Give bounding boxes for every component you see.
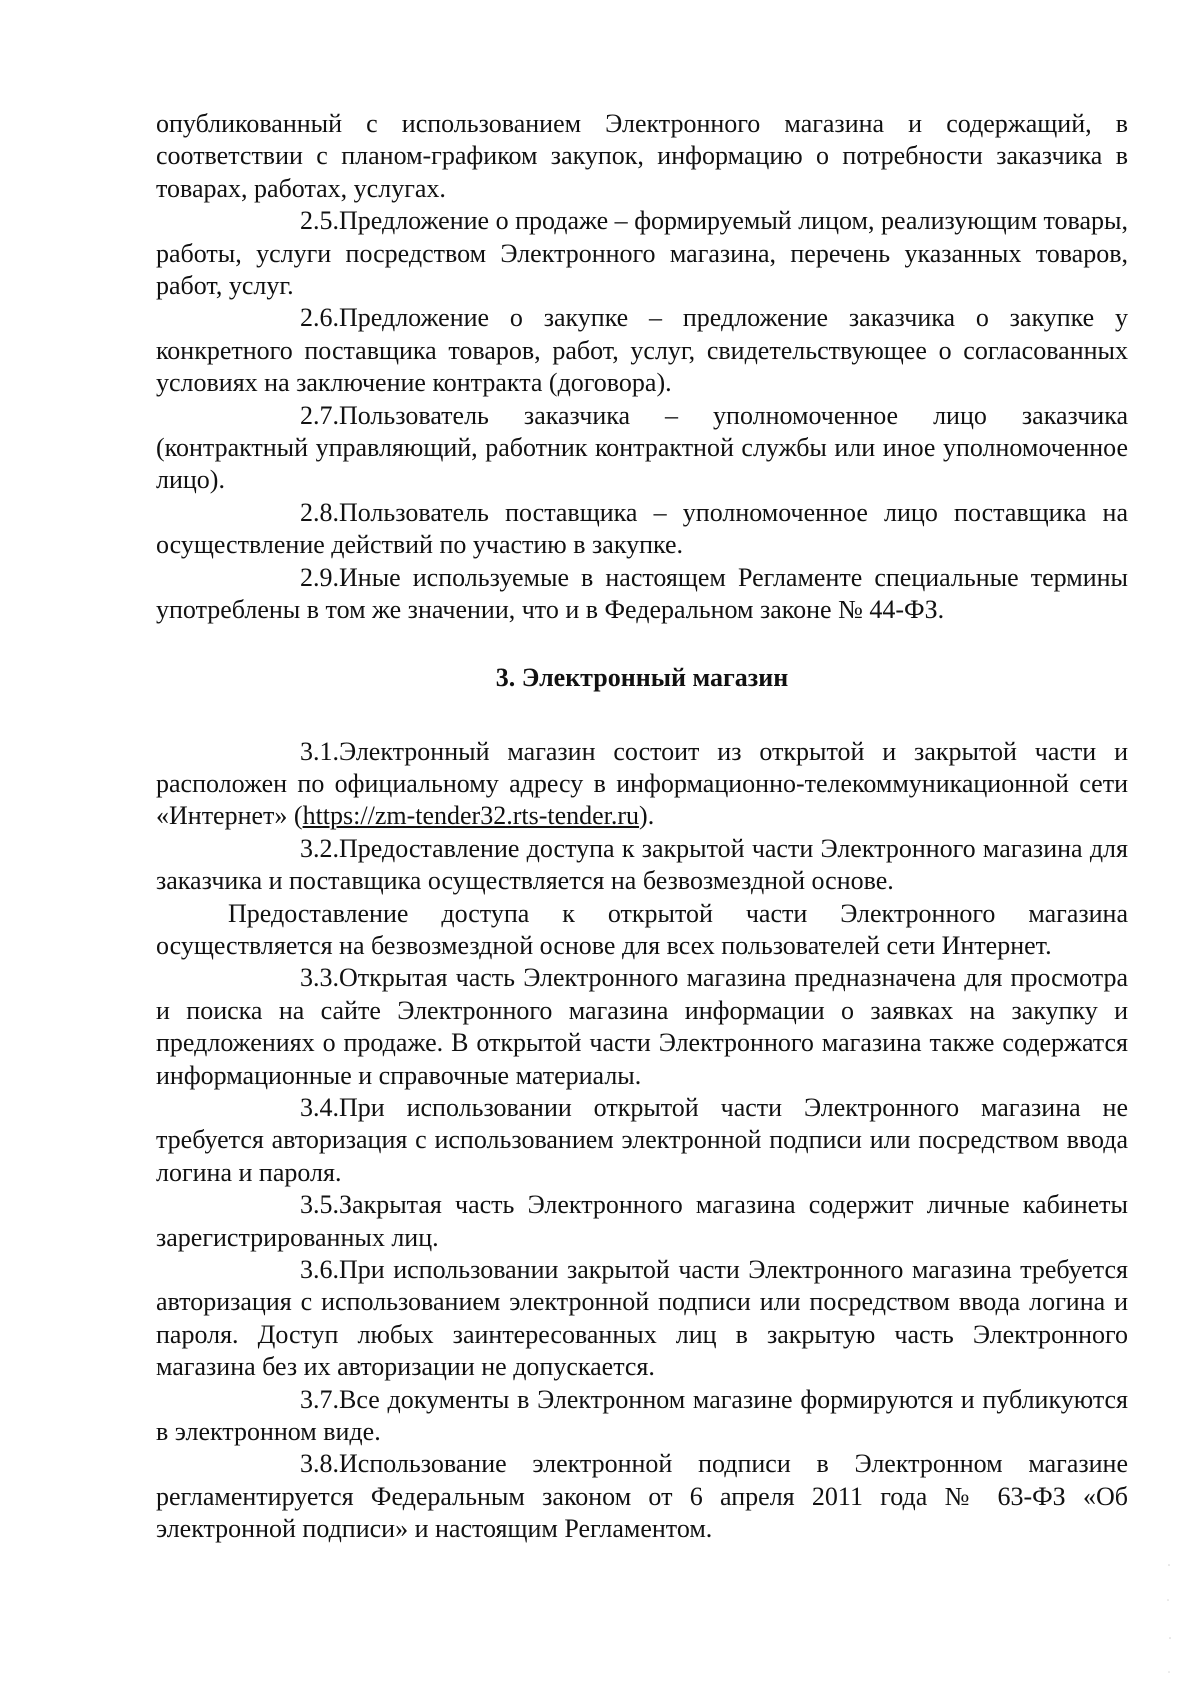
clause-text: При использовании открытой части Электронного магазина не требуется авторизация с использованием электронной подписи или посредством ввода логина и пароля. bbox=[156, 1092, 1128, 1187]
clause-number: 2.8. bbox=[300, 497, 339, 527]
clause-text: Иные используемые в настоящем Регламенте специальные термины употреблены в том же значении, что и в Федеральном законе № 44-ФЗ. bbox=[156, 562, 1128, 625]
clause-3-3 bbox=[156, 962, 1128, 1092]
clause-number: 3.2. bbox=[300, 833, 339, 863]
clause-number: 3.3. bbox=[300, 963, 339, 993]
section-3-heading: 3. Электронный магазин bbox=[495, 662, 789, 692]
clause-text: Предоставление доступа к закрытой части Электронного магазина для заказчика и поставщика осуществляется на безвозмездной основе. bbox=[156, 833, 1128, 896]
clause-text: Электронный магазин состоит из открытой и закрытой части и расположен по официальному адресу в информационно-телекоммуникационной сети «Интернет» ( bbox=[156, 736, 1128, 831]
intro-paragraph: опубликованный с использованием Электронного магазина и содержащий, в соответствии с планом-графиком закупок, информацию о потребности заказчика в товарах, работах, услугах. bbox=[156, 109, 1128, 203]
clause-number: 2.5. bbox=[300, 206, 339, 236]
clause-3-5 bbox=[156, 1189, 1128, 1254]
clause-number: 3.5. bbox=[300, 1190, 339, 1220]
clause-text-end: ). bbox=[639, 801, 655, 831]
clause-number: 3.7. bbox=[300, 1384, 339, 1414]
scan-margin-dots bbox=[1166, 1560, 1172, 1680]
clause-2-9 bbox=[156, 562, 1128, 627]
portal-url-link[interactable]: https://zm-tender32.rts-tender.ru bbox=[302, 801, 640, 831]
clause-text: Закрытая часть Электронного магазина содержит личные кабинеты зарегистрированных лиц. bbox=[156, 1190, 1128, 1252]
clause-3-8 bbox=[156, 1448, 1128, 1545]
clause-text: При использовании закрытой части Электронного магазина требуется авторизация с использованием электронной подписи или посредством ввода логина и пароля. Доступ любых заинтересованных лиц в закрытую часть Электронного магазина без их авторизации не допускается. bbox=[156, 1255, 1128, 1382]
clause-3-6 bbox=[156, 1254, 1128, 1384]
clause-number: 2.6. bbox=[300, 303, 339, 333]
clause-3-4 bbox=[156, 1092, 1128, 1189]
clause-text: Пользователь заказчика – уполномоченное лицо заказчика (контрактный управляющий, работник контрактной службы или иное уполномоченное лицо). bbox=[156, 400, 1128, 495]
clause-text: Предложение о продаже – формируемый лицом, реализующим товары, работы, услуги посредством Электронного магазина, перечень указанных товаров, работ, услуг. bbox=[156, 206, 1128, 301]
document-page bbox=[156, 108, 1128, 1546]
clause-3-2 bbox=[156, 833, 1128, 898]
clause-number: 2.9. bbox=[300, 562, 339, 592]
clause-number: 3.6. bbox=[300, 1255, 339, 1284]
clause-text: Все документы в Электронном магазине формируются и публикуются в электронном виде. bbox=[156, 1384, 1128, 1447]
clause-text: Пользователь поставщика – уполномоченное лицо поставщика на осуществление действий по участию в закупке. bbox=[156, 497, 1128, 560]
clause-number: 3.4. bbox=[300, 1092, 339, 1122]
clause-number: 3.8. bbox=[300, 1449, 339, 1479]
clause-2-5 bbox=[156, 205, 1128, 302]
clause-text: Предложение о закупке – предложение заказчика о закупке у конкретного поставщика товаров, работ, услуг, свидетельствующее о согласованных условиях на заключение контракта (договора). bbox=[156, 303, 1128, 398]
clause-2-8 bbox=[156, 497, 1128, 562]
clause-text: Открытая часть Электронного магазина предназначена для просмотра и поиска на сайте Электронного магазина информации о заявках на закупку и предложениях о продаже. В открытой части Электронного магазина также содержатся информационные и справочные материалы. bbox=[156, 963, 1128, 1090]
clause-3-1 bbox=[156, 736, 1128, 833]
clause-2-6 bbox=[156, 302, 1128, 399]
clause-text: Использование электронной подписи в Электронном магазине регламентируется Федеральным законом от 6 апреля 2011 года № 63-ФЗ «Об электронной подписи» и настоящим Регламентом. bbox=[156, 1449, 1128, 1544]
clause-2-7 bbox=[156, 400, 1128, 497]
clause-number: 3.1. bbox=[300, 736, 339, 766]
clause-number: 2.7. bbox=[300, 400, 339, 430]
clause-3-7 bbox=[156, 1384, 1128, 1449]
clause-3-2-continuation: Предоставление доступа к открытой части Электронного магазина осуществляется на безвозмездной основе для всех пользователей сети Интернет. bbox=[156, 898, 1128, 960]
